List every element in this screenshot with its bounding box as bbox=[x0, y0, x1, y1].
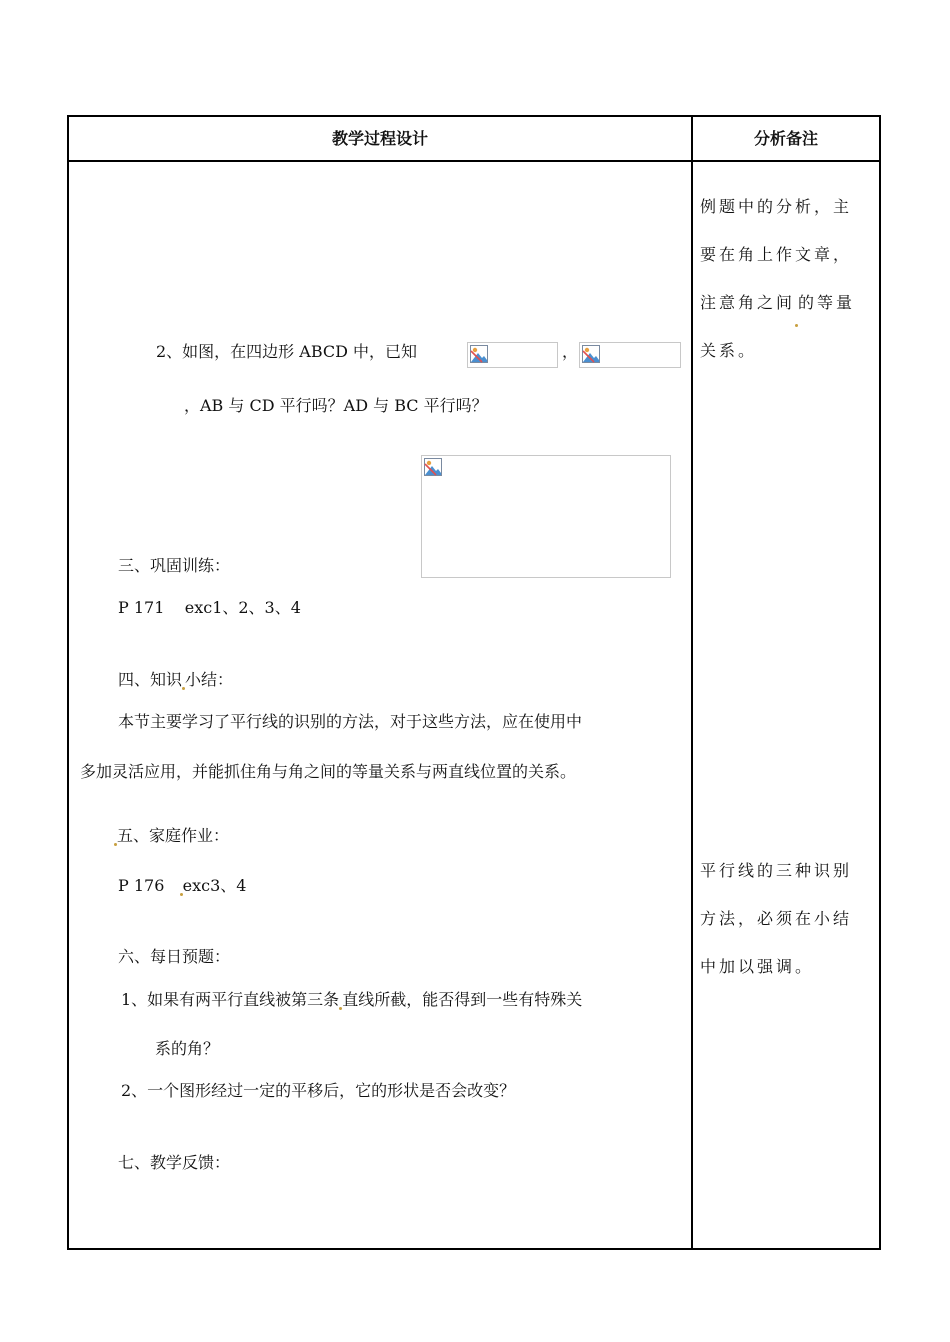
note1-line3 bbox=[700, 279, 872, 327]
section4-para-line1: 本节主要学习了平行线的识别的方法，对于这些方法，应在使用中 bbox=[118, 712, 583, 731]
header-divider bbox=[69, 160, 879, 162]
note1-line3-a: 注意角之间 bbox=[700, 293, 796, 312]
section6-q2: 2、一个图形经过一定的平移后，它的形状是否会改变？ bbox=[121, 1081, 516, 1100]
section4-para-line2: 多加灵活应用，并能抓住角与角之间的等量关系与两直线位置的关系。 bbox=[80, 762, 577, 781]
example2-line2: ，AB 与 CD 平行吗？AD 与 BC 平行吗？ bbox=[184, 396, 488, 415]
section3-content: P 171 exc1、2、3、4 bbox=[118, 598, 301, 617]
note1-line2: 要在角上作文章， bbox=[700, 245, 853, 264]
section4-title-a: 四、知识 bbox=[118, 670, 183, 689]
note1-line1: 例题中的分析，主 bbox=[700, 197, 853, 216]
note2-line3: 中加以强调。 bbox=[700, 957, 815, 976]
section5-content-a: P 176 bbox=[118, 876, 180, 895]
broken-image-icon bbox=[424, 458, 442, 476]
header-teaching-process: 教学过程设计 bbox=[331, 129, 428, 148]
note1-line3-b: 的等量 bbox=[798, 293, 856, 312]
quadrilateral-figure bbox=[421, 455, 671, 578]
formula-image-1 bbox=[467, 342, 558, 368]
section5-title bbox=[114, 826, 229, 846]
example2-comma: ， bbox=[562, 342, 579, 361]
section7-title: 七、教学反馈： bbox=[118, 1153, 231, 1172]
broken-image-icon bbox=[470, 345, 488, 363]
section4-title bbox=[118, 670, 233, 690]
section3-title: 三、巩固训练： bbox=[118, 556, 231, 575]
section5-content-b: exc3、4 bbox=[182, 876, 247, 895]
note1-line4: 关系。 bbox=[700, 341, 758, 360]
section6-q1-b: 直线所截，能否得到一些有特殊关 bbox=[342, 990, 583, 1009]
broken-image-icon bbox=[582, 345, 600, 363]
section6-q1-a: 1、如果有两平行直线被第三条 bbox=[121, 990, 340, 1009]
section4-title-b: 小结： bbox=[185, 670, 234, 689]
section6-q1 bbox=[121, 990, 582, 1010]
column-divider bbox=[691, 117, 693, 1248]
analysis-note-1 bbox=[700, 183, 872, 375]
edit-mark bbox=[795, 324, 798, 327]
analysis-note-2 bbox=[700, 847, 872, 991]
note2-line1: 平行线的三种识别 bbox=[700, 861, 853, 880]
section6-q1-continued: 系的角？ bbox=[155, 1039, 220, 1058]
header-analysis-notes: 分析备注 bbox=[753, 129, 818, 148]
formula-image-2 bbox=[579, 342, 681, 368]
section5-content bbox=[118, 876, 246, 896]
example2-line1: 2、如图，在四边形 ABCD 中，已知 bbox=[156, 342, 418, 361]
section5-title-text: 五、家庭作业： bbox=[117, 826, 230, 845]
section6-title: 六、每日预题： bbox=[118, 947, 231, 966]
note2-line2: 方法，必须在小结 bbox=[700, 909, 853, 928]
